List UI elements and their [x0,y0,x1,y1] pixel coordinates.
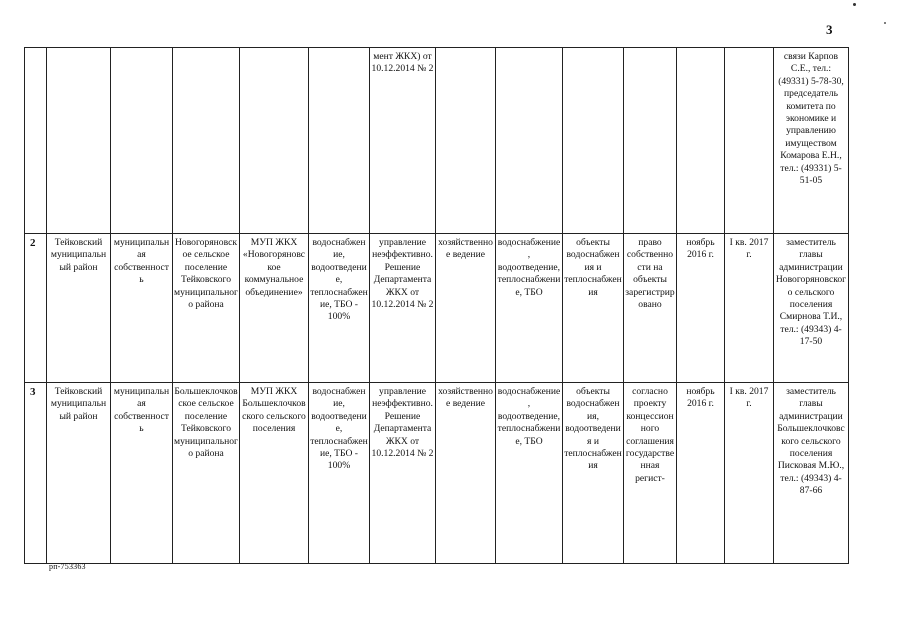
cell-objects-services: водоснабжение, водоотведение, теплоснабжение, ТБО [496,234,563,383]
cell-settlement [173,48,240,234]
cell-district: Тейковский муниципальный район [47,234,111,383]
cell-num [25,48,47,234]
cell-contact: заместитель главы администрации Новогоряновского сельского поселения Смирнова Т.И., тел.: (49343) 4-17-50 [774,234,849,383]
table-row-continuation [25,48,849,234]
table-row [25,383,849,564]
cell-num: 2 [25,234,47,383]
cell-rights [624,48,677,234]
cell-contact: связи Карпов С.Е., тел.: (49331) 5-78-30, председатель комитета по экономике и управлению имуществом Комарова Е.Н., тел.: (49331) 5-51-05 [774,48,849,234]
cell-rights: право собственности на объекты зарегистрировано [624,234,677,383]
cell-contact: заместитель главы администрации Большеклочковского сельского поселения Писковая М.Ю., тел.: (49343) 4-87-66 [774,383,849,564]
page-number: 3 [826,22,833,37]
document-table [24,47,849,564]
cell-date-start [677,48,725,234]
cell-ownership: муниципальная собственность [111,383,173,564]
cell-decision: мент ЖКХ) от 10.12.2014 № 2 [370,48,436,234]
document-code: рп-753363 [49,562,86,571]
cell-objects-services [496,48,563,234]
cell-management: хозяйственное ведение [436,234,496,383]
cell-objects: объекты водоснабжения и теплоснабжения [563,234,624,383]
cell-decision: управление неэффективно. Решение Департамента ЖКХ от 10.12.2014 № 2 [370,383,436,564]
cell-management: хозяйственное ведение [436,383,496,564]
scan-speck [853,3,856,6]
cell-management [436,48,496,234]
cell-date-end: I кв. 2017 г. [725,383,774,564]
cell-services: водоснабжение, водоотведение, теплоснабжение, ТБО - 100% [309,383,370,564]
cell-rights: согласно проекту концессионного соглашения государственная регист- [624,383,677,564]
cell-date-end: I кв. 2017 г. [725,234,774,383]
cell-services: водоснабжение, водоотведение, теплоснабжение, ТБО - 100% [309,234,370,383]
cell-num: 3 [25,383,47,564]
cell-district [47,48,111,234]
cell-decision: управление неэффективно. Решение Департамента ЖКХ от 10.12.2014 № 2 [370,234,436,383]
cell-settlement: Большеклочковское сельское поселение Тейковского муниципального района [173,383,240,564]
cell-objects: объекты водоснабжения, водоотведения и теплоснабжения [563,383,624,564]
cell-district: Тейковский муниципальный район [47,383,111,564]
cell-ownership [111,48,173,234]
cell-organization [240,48,309,234]
cell-date-end [725,48,774,234]
table-row [25,234,849,383]
scan-speck [884,22,886,24]
cell-date-start: ноябрь 2016 г. [677,234,725,383]
cell-services [309,48,370,234]
cell-organization: МУП ЖКХ «Новогоряновское коммунальное объединение» [240,234,309,383]
cell-organization: МУП ЖКХ Большеклочковского сельского поселения [240,383,309,564]
cell-settlement: Новогоряновское сельское поселение Тейковского муниципального района [173,234,240,383]
cell-ownership: муниципальная собственность [111,234,173,383]
cell-date-start: ноябрь 2016 г. [677,383,725,564]
cell-objects [563,48,624,234]
cell-objects-services: водоснабжение, водоотведение, теплоснабжение, ТБО [496,383,563,564]
